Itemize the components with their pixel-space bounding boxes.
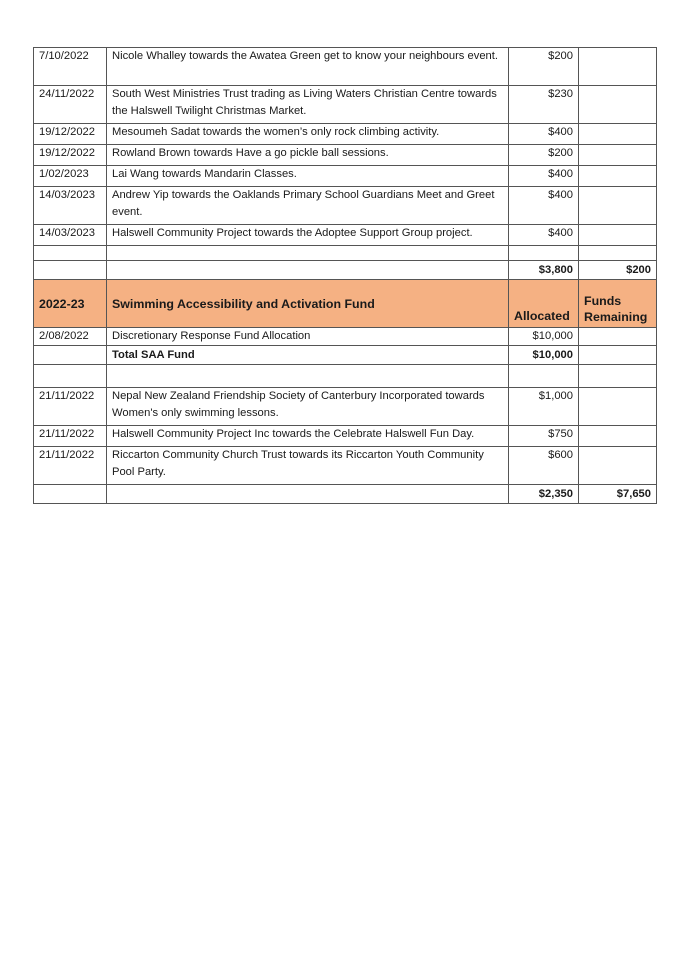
row-description: Lai Wang towards Mandarin Classes. <box>107 166 509 187</box>
fund-total-amount: $10,000 <box>509 346 579 365</box>
funds-remaining-column-header: Funds Remaining <box>579 280 657 328</box>
row-date: 21/11/2022 <box>34 388 107 426</box>
row-remaining <box>579 388 657 426</box>
fund-total-row <box>34 346 657 365</box>
fund-header-row <box>34 280 657 328</box>
row-amount: $600 <box>509 447 579 485</box>
row-amount: $1,000 <box>509 388 579 426</box>
section1-total-allocated: $3,800 <box>509 261 579 280</box>
row-remaining <box>579 48 657 86</box>
row-date: 1/02/2023 <box>34 166 107 187</box>
row-remaining <box>579 426 657 447</box>
section1-total-row <box>34 261 657 280</box>
row-date: 14/03/2023 <box>34 225 107 246</box>
row-date: 21/11/2022 <box>34 426 107 447</box>
table-row <box>34 388 657 426</box>
row-description: Halswell Community Project Inc towards the Celebrate Halswell Fun Day. <box>107 426 509 447</box>
row-date: 7/10/2022 <box>34 48 107 86</box>
table-row <box>34 447 657 485</box>
fund-year: 2022-23 <box>34 280 107 328</box>
row-description: South West Ministries Trust trading as Living Waters Christian Centre towards the Halswell Twilight Christmas Market. <box>107 86 509 124</box>
row-date: 19/12/2022 <box>34 145 107 166</box>
table-row <box>34 166 657 187</box>
row-amount: $200 <box>509 48 579 86</box>
row-amount: $750 <box>509 426 579 447</box>
section2-total-row <box>34 485 657 504</box>
table-row <box>34 225 657 246</box>
row-description: Mesoumeh Sadat towards the women’s only rock climbing activity. <box>107 124 509 145</box>
table-row <box>34 124 657 145</box>
row-date: 14/03/2023 <box>34 187 107 225</box>
table-row <box>34 48 657 86</box>
blank-row <box>34 246 657 261</box>
row-amount: $400 <box>509 124 579 145</box>
row-date: 24/11/2022 <box>34 86 107 124</box>
row-amount: $400 <box>509 166 579 187</box>
blank-row <box>34 365 657 388</box>
section2-total-allocated: $2,350 <box>509 485 579 504</box>
row-description: Discretionary Response Fund Allocation <box>107 328 509 346</box>
row-amount: $400 <box>509 225 579 246</box>
row-description: Halswell Community Project towards the Adoptee Support Group project. <box>107 225 509 246</box>
funding-ledger <box>33 47 656 504</box>
fund-total-label: Total SAA Fund <box>107 346 509 365</box>
row-description: Nepal New Zealand Friendship Society of Canterbury Incorporated towards Women's only swimming lessons. <box>107 388 509 426</box>
row-description: Andrew Yip towards the Oaklands Primary School Guardians Meet and Greet event. <box>107 187 509 225</box>
row-remaining <box>579 124 657 145</box>
section2-total-remaining: $7,650 <box>579 485 657 504</box>
row-amount: $200 <box>509 145 579 166</box>
row-amount: $400 <box>509 187 579 225</box>
funding-table <box>33 47 657 504</box>
row-description: Rowland Brown towards Have a go pickle ball sessions. <box>107 145 509 166</box>
row-description: Nicole Whalley towards the Awatea Green get to know your neighbours event. <box>107 48 509 86</box>
row-amount: $230 <box>509 86 579 124</box>
row-remaining <box>579 187 657 225</box>
allocated-column-header: Allocated <box>509 280 579 328</box>
row-remaining <box>579 447 657 485</box>
table-row <box>34 86 657 124</box>
row-remaining <box>579 225 657 246</box>
table-row <box>34 426 657 447</box>
row-date: 2/08/2022 <box>34 328 107 346</box>
fund-name: Swimming Accessibility and Activation Fund <box>107 280 509 328</box>
table-row <box>34 187 657 225</box>
row-amount: $10,000 <box>509 328 579 346</box>
section1-total-remaining: $200 <box>579 261 657 280</box>
row-date: 21/11/2022 <box>34 447 107 485</box>
row-description: Riccarton Community Church Trust towards its Riccarton Youth Community Pool Party. <box>107 447 509 485</box>
fund-allocation-row <box>34 328 657 346</box>
row-date: 19/12/2022 <box>34 124 107 145</box>
row-remaining <box>579 145 657 166</box>
row-remaining <box>579 86 657 124</box>
row-remaining <box>579 166 657 187</box>
table-row <box>34 145 657 166</box>
